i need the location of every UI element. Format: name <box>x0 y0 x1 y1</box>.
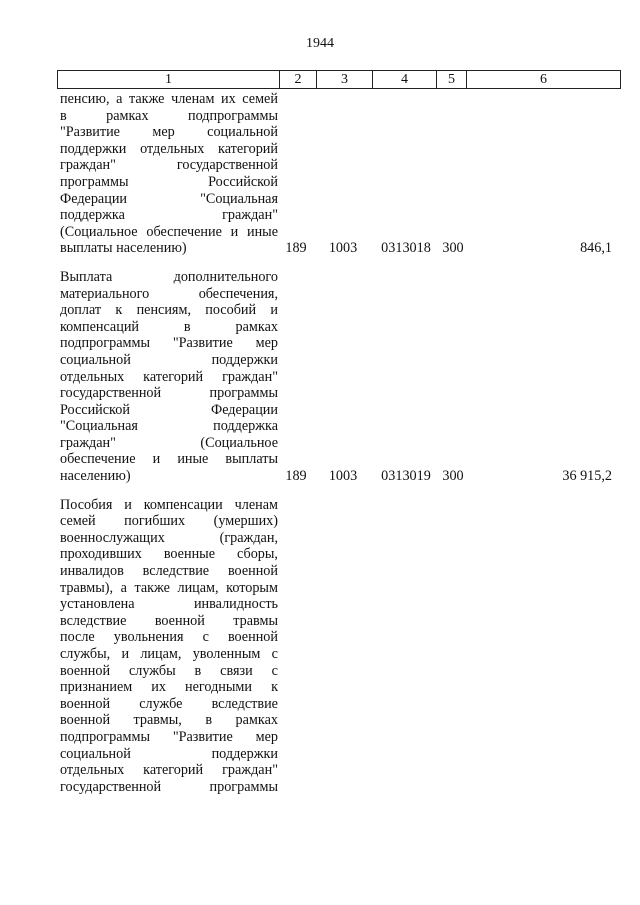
description-line: службы, и лицам, уволенным с <box>60 646 278 662</box>
admin-code: 189 <box>285 468 307 485</box>
description-line: Выплата дополнительного <box>60 268 278 285</box>
description-line: военной службе вследствие <box>60 695 278 712</box>
description-line: программы Российской <box>60 173 278 190</box>
description-line: государственной программы <box>60 385 278 402</box>
description-line: граждан" государственной <box>60 157 278 174</box>
description-line: социальной поддержки <box>60 745 278 762</box>
description-line: Пособия и компенсации членам <box>60 496 278 513</box>
description-line: отдельных категорий граждан" <box>60 762 278 779</box>
target-article: 0313018 <box>381 240 431 257</box>
column-header-table <box>57 70 621 89</box>
description-line: вследствие военной травмы <box>60 612 278 629</box>
column-header-4: 4 <box>373 71 437 89</box>
table-row <box>0 91 640 257</box>
description-line: военной травмы, в рамках <box>60 712 278 729</box>
column-header-row <box>58 71 621 89</box>
table-row <box>0 497 640 796</box>
table-body <box>0 91 640 795</box>
description-line: проходивших военные сборы, <box>60 546 278 563</box>
column-header-2: 2 <box>280 71 317 89</box>
section-code: 1003 <box>328 240 358 257</box>
description-line: поддержка граждан" <box>60 207 278 224</box>
description-line: (Социальное обеспечение и иные <box>60 223 278 240</box>
amount: 846,1 <box>580 240 612 257</box>
column-header-5: 5 <box>437 71 467 89</box>
description-line: выплаты населению) <box>60 240 187 257</box>
expense-type: 300 <box>442 468 464 485</box>
description-line: "Социальная поддержка <box>60 418 278 435</box>
page-number: 1944 <box>306 36 334 51</box>
expense-type: 300 <box>442 240 464 257</box>
description-line: Российской Федерации <box>60 401 278 418</box>
column-header-1: 1 <box>58 71 280 89</box>
description-line: населению) <box>60 468 131 485</box>
column-header-3: 3 <box>317 71 373 89</box>
description-line: отдельных категорий граждан" <box>60 368 278 385</box>
description-line: поддержки отдельных категорий <box>60 140 278 157</box>
section-code: 1003 <box>328 468 358 485</box>
description-line: компенсаций в рамках <box>60 318 278 335</box>
description-line: инвалидов вследствие военной <box>60 563 278 580</box>
description-line: Федерации "Социальная <box>60 190 278 207</box>
description-line: подпрограммы "Развитие мер <box>60 728 278 745</box>
description-line: семей погибших (умерших) <box>60 513 278 530</box>
amount: 36 915,2 <box>562 468 612 485</box>
description-line: пенсию, а также членам их семей <box>60 91 278 107</box>
description-line: травмы), а также лицам, которым <box>60 579 278 596</box>
table-row <box>0 269 640 485</box>
description-line: признанием их негодными к <box>60 679 278 696</box>
description-line: после увольнения с военной <box>60 629 278 646</box>
description-line: военнослужащих (граждан, <box>60 529 278 546</box>
description-line: "Развитие мер социальной <box>60 124 278 141</box>
description-line: подпрограммы "Развитие мер <box>60 335 278 352</box>
target-article: 0313019 <box>381 468 431 485</box>
column-header-6: 6 <box>467 71 621 89</box>
description-line: обеспечение и иные выплаты <box>60 451 278 468</box>
description-line: социальной поддержки <box>60 351 278 368</box>
row-description <box>60 91 278 257</box>
row-description <box>60 269 278 485</box>
description-line: установлена инвалидность <box>60 596 278 613</box>
description-line: доплат к пенсиям, пособий и <box>60 302 278 319</box>
description-line: государственной программы <box>60 778 278 795</box>
admin-code: 189 <box>285 240 307 257</box>
description-line: граждан" (Социальное <box>60 434 278 451</box>
description-line: в рамках подпрограммы <box>60 107 278 124</box>
description-line: военной службы в связи с <box>60 662 278 679</box>
row-description <box>60 497 278 796</box>
description-line: материального обеспечения, <box>60 285 278 302</box>
